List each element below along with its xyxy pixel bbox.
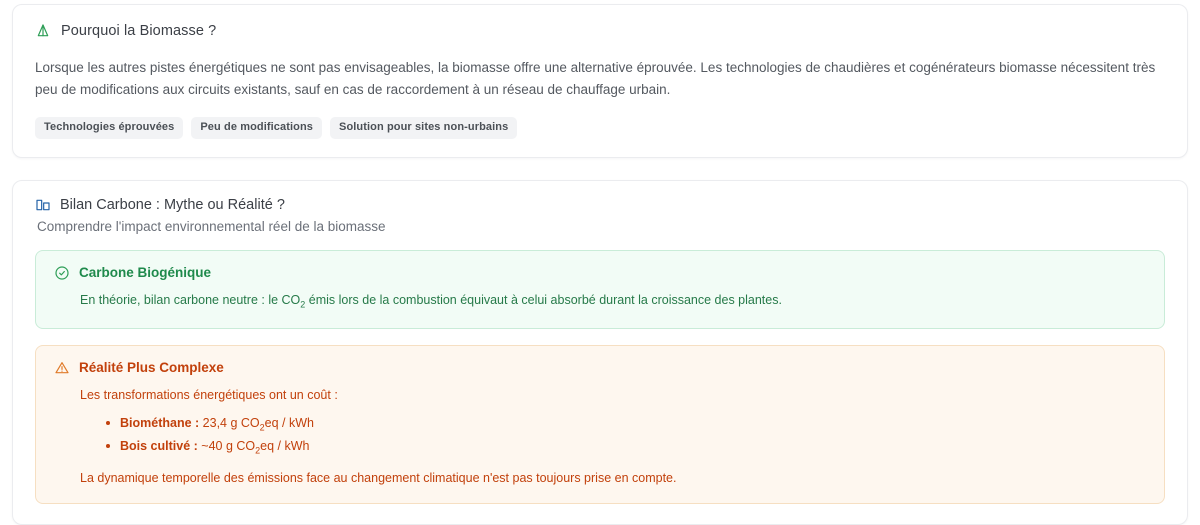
carbon-balance-card (12, 180, 1188, 525)
complex-reality-header (54, 360, 1146, 376)
biogenic-carbon-text (54, 291, 1146, 312)
list-item (106, 436, 1146, 459)
biogenic-carbon-header (54, 265, 1146, 281)
list-item (106, 413, 1146, 436)
list-item-label: Bois cultivé : (120, 438, 198, 453)
list-item-value-part1: 23,4 g CO (199, 415, 260, 430)
alert-triangle-icon (54, 360, 70, 376)
list-item-label: Biométhane : (120, 415, 200, 430)
why-biomass-title: Pourquoi la Biomasse ? (61, 23, 217, 39)
check-circle-icon (54, 265, 70, 281)
complex-reality-panel (35, 345, 1165, 504)
biogenic-carbon-title: Carbone Biogénique (79, 265, 212, 281)
chart-bar-icon (35, 197, 51, 213)
list-item-value-part1: ~40 g CO (197, 438, 256, 453)
carbon-balance-header (35, 197, 1165, 213)
why-biomass-body: Lorsque les autres pistes énergétiques ne sont pas envisageables, la biomasse offre une alternative éprouvée. Les technologies de chaudières et cogénérateurs biomasse nécessitent très peu de modifications aux circuits existants, sauf en cas de raccordement à un réseau de chauffage urbain. (35, 60, 1156, 97)
biogenic-text-part1: En théorie, bilan carbone neutre : le CO (80, 292, 301, 307)
biogenic-text-subscript: 2 (300, 299, 306, 310)
biogenic-text-part2: émis lors de la combustion équivaut à celui absorbé durant la croissance des plantes. (305, 292, 782, 307)
carbon-balance-subtitle: Comprendre l'impact environnemental réel de la biomasse (37, 218, 386, 234)
complex-reality-list (54, 413, 1146, 459)
chip-peu-de-modifications: Peu de modifications (191, 117, 322, 139)
why-biomass-chip-list (35, 117, 1165, 139)
complex-reality-title: Réalité Plus Complexe (79, 360, 224, 376)
list-item-value-part2: eq / kWh (264, 415, 314, 430)
why-biomass-card (12, 4, 1188, 158)
chip-technologies-eprouvees: Technologies éprouvées (35, 117, 183, 139)
list-item-subscript: 2 (259, 422, 265, 433)
list-item-value-part2: eq / kWh (260, 438, 310, 453)
list-item-subscript: 2 (255, 445, 261, 456)
complex-reality-note: La dynamique temporelle des émissions face au changement climatique n'est pas toujours prise en compte. (80, 470, 677, 485)
carbon-balance-title: Bilan Carbone : Mythe ou Réalité ? (60, 196, 285, 213)
biogenic-carbon-panel (35, 250, 1165, 329)
complex-reality-lead: Les transformations énergétiques ont un coût : (80, 387, 338, 402)
leaf-icon (35, 23, 51, 39)
chip-solution-sites-non-urbains: Solution pour sites non-urbains (330, 117, 517, 139)
why-biomass-header (35, 23, 1165, 39)
